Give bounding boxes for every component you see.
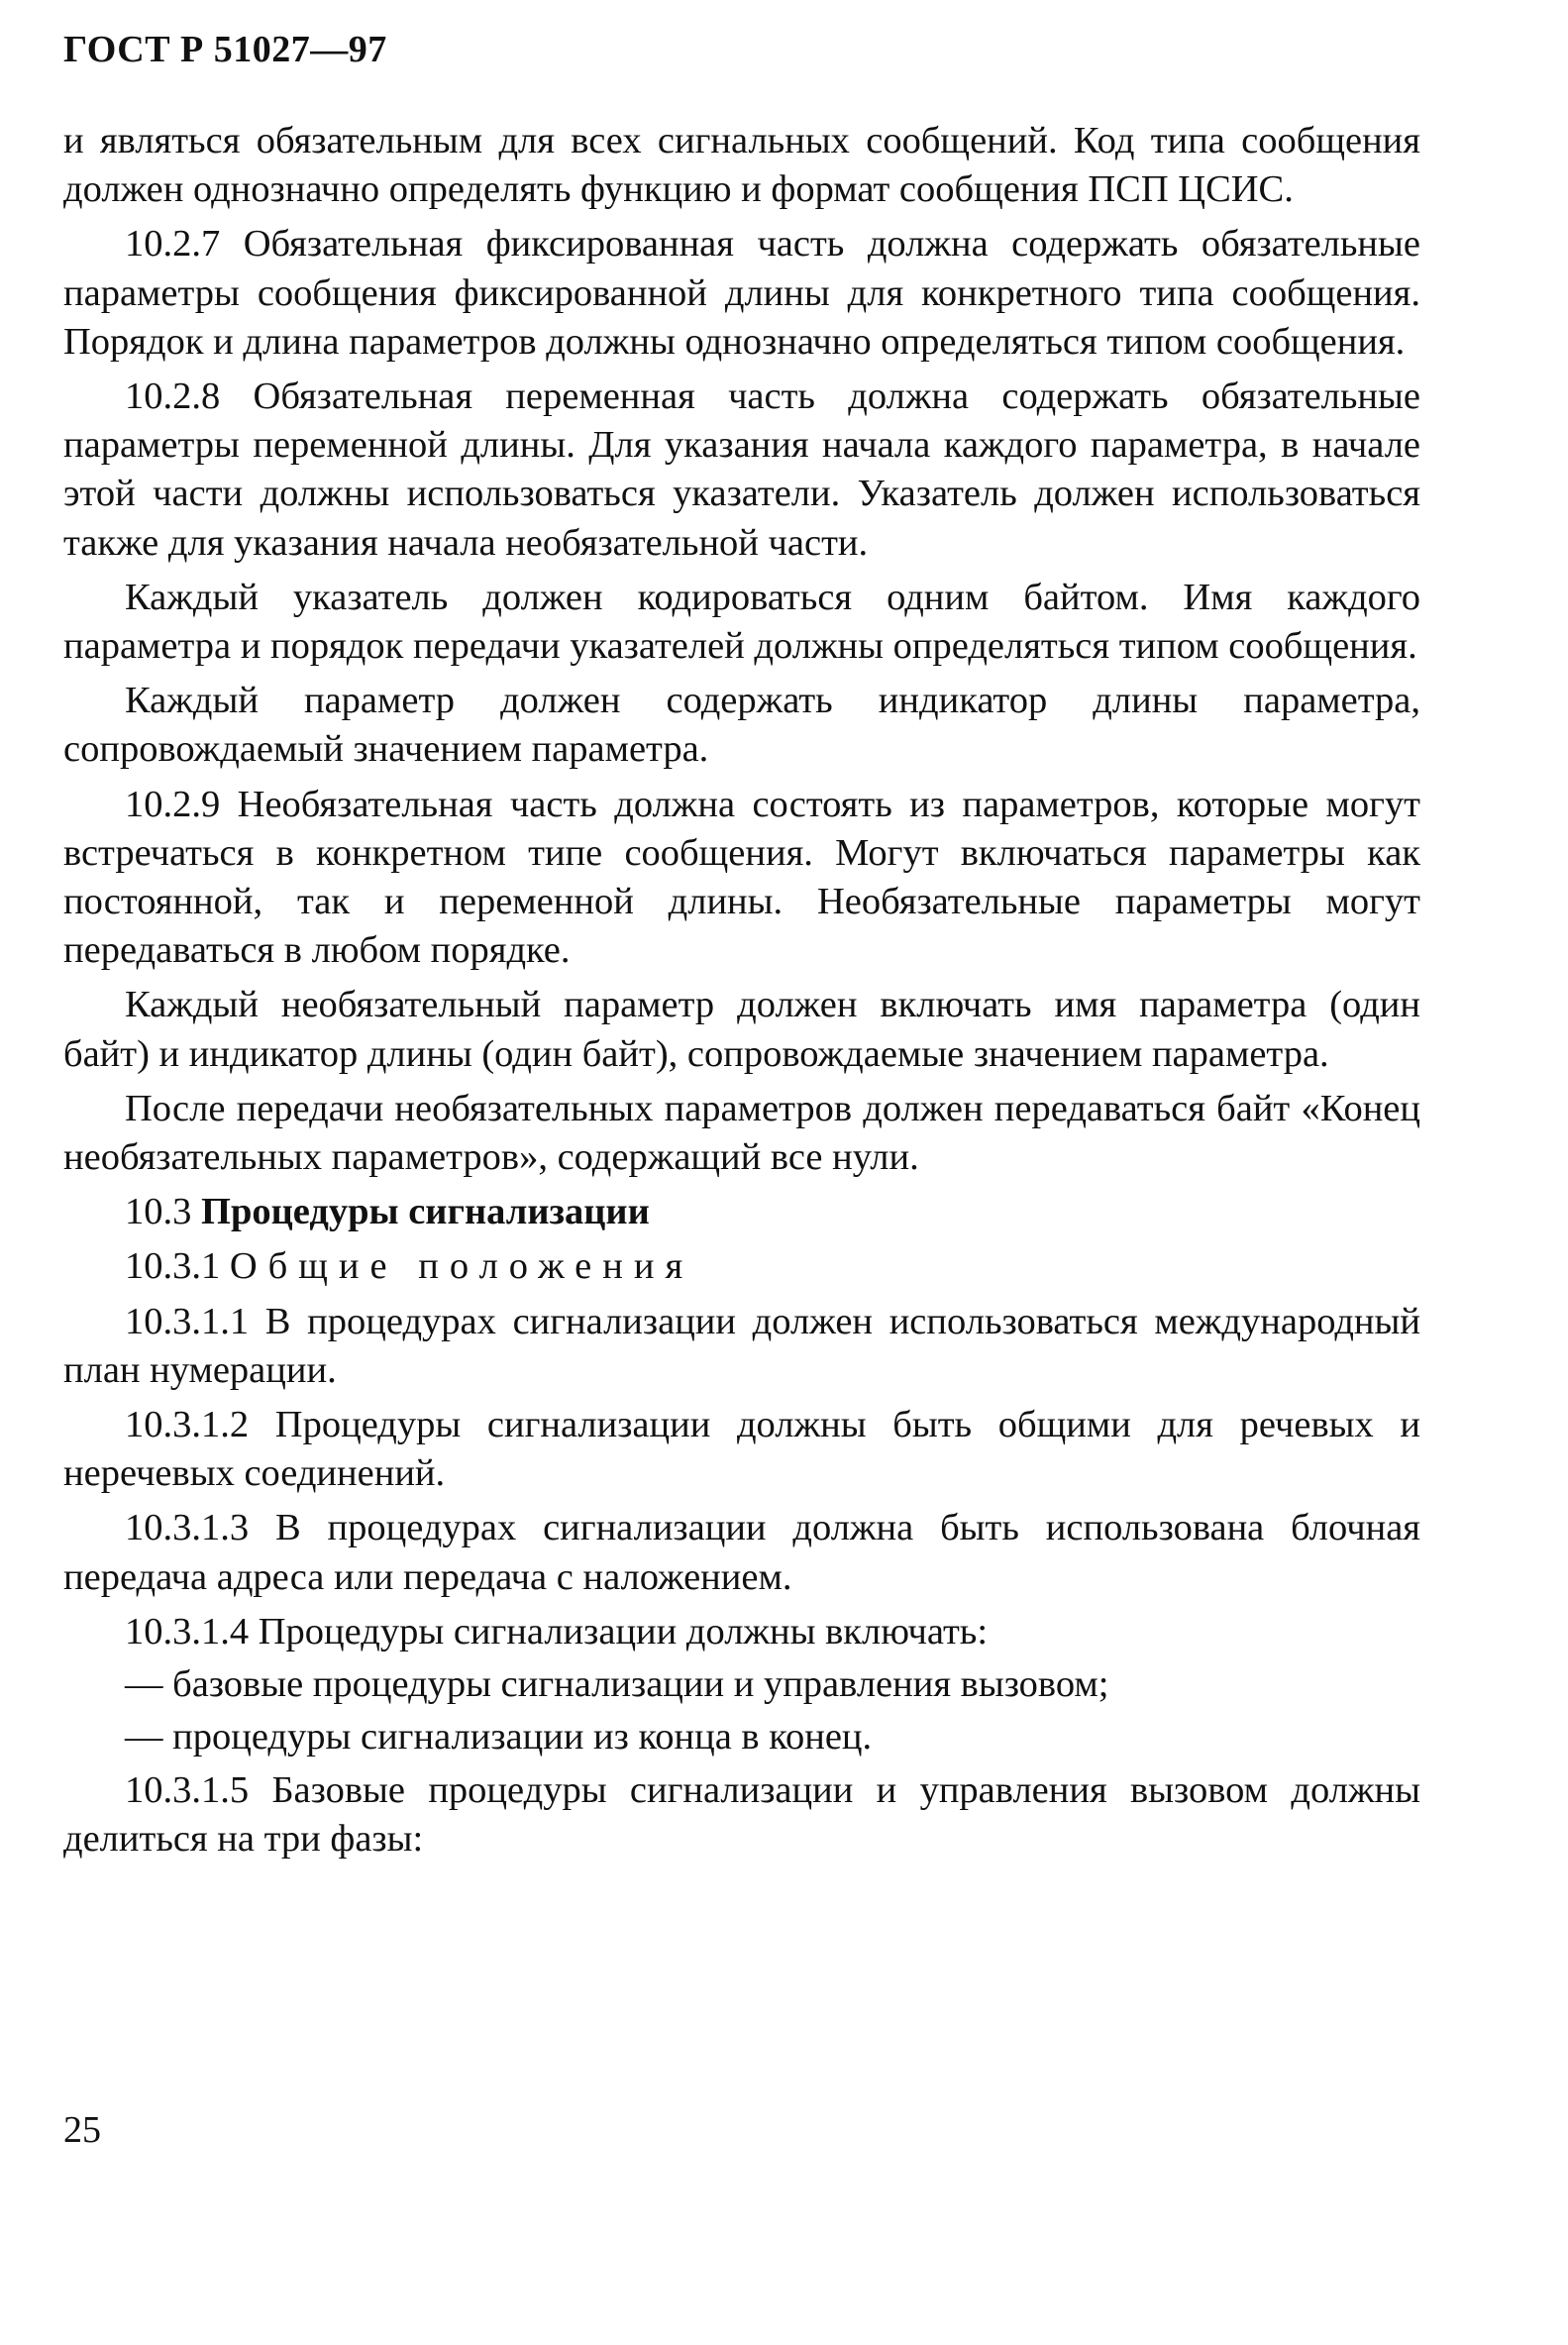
paragraph-10-2-8: 10.2.8 Обязательная переменная часть должна содержать обязательные параметры переменной длины. Для указания начала каждого параметра, в начале этой части должны использоваться указатели. Указатель должен использоваться также для указания начала необязательной части. — [63, 375, 1420, 564]
subsection-number: 10.3.1 — [125, 1245, 221, 1288]
list-item-basic-procedures: — базовые процедуры сигнализации и управления вызовом; — [125, 1663, 1109, 1706]
list-item-end-to-end: — процедуры сигнализации из конца в конец. — [125, 1716, 873, 1759]
paragraph-10-3-1-5: 10.3.1.5 Базовые процедуры сигнализации и управления вызовом должны делиться на три фазы: — [63, 1768, 1420, 1860]
page-number: 25 — [63, 2109, 101, 2151]
standard-header: ГОСТ Р 51027—97 — [63, 29, 387, 70]
section-heading-10-3 — [63, 1188, 1420, 1236]
subsection-title: Общие положения — [229, 1245, 694, 1288]
paragraph-10-2-7: 10.2.7 Обязательная фиксированная часть должна содержать обязательные параметры сообщения фиксированной длины для конкретного типа сообщения. Порядок и длина параметров должны однозначно определяться типом сообщения. — [63, 223, 1420, 363]
paragraph-10-3-1-2: 10.3.1.2 Процедуры сигнализации должны быть общими для речевых и неречевых соединений. — [63, 1404, 1420, 1495]
section-title: Процедуры сигнализации — [201, 1191, 650, 1233]
paragraph-end-of-optional: После передачи необязательных параметров должен передаваться байт «Конец необязательных параметров», содержащий все нули. — [63, 1087, 1420, 1179]
paragraph-optional-parameter: Каждый необязательный параметр должен включать имя параметра (один байт) и индикатор длины (один байт), сопровождаемые значением параметра. — [63, 984, 1420, 1075]
paragraph-10-3-1-1: 10.3.1.1 В процедурах сигнализации должен использоваться международный план нумерации. — [63, 1300, 1420, 1391]
paragraph-10-3-1-4: 10.3.1.4 Процедуры сигнализации должны включать: — [125, 1610, 989, 1652]
paragraph-10-3-1-3: 10.3.1.3 В процедурах сигнализации должна быть использована блочная передача адреса или передача с наложением. — [63, 1507, 1420, 1598]
paragraph-10-2-9: 10.2.9 Необязательная часть должна состоять из параметров, которые могут встречаться в конкретном типе сообщения. Могут включаться параметры как постоянной, так и переменной длины. Необязательные параметры могут передаваться в любом порядке. — [63, 783, 1420, 972]
paragraph-length-indicator: Каждый параметр должен содержать индикатор длины параметра, сопровождаемый значением параметра. — [63, 680, 1420, 771]
paragraph-continuation: и являться обязательным для всех сигнальных сообщений. Код типа сообщения должен однозначно определять функцию и формат сообщения ПСП ЦСИС. — [63, 120, 1420, 211]
paragraph-pointer-coding: Каждый указатель должен кодироваться одним байтом. Имя каждого параметра и порядок передачи указателей должны определяться типом сообщения. — [63, 576, 1420, 668]
document-body — [63, 117, 1420, 1869]
subsection-heading-10-3-1 — [63, 1242, 1420, 1291]
section-number: 10.3 — [125, 1191, 192, 1233]
